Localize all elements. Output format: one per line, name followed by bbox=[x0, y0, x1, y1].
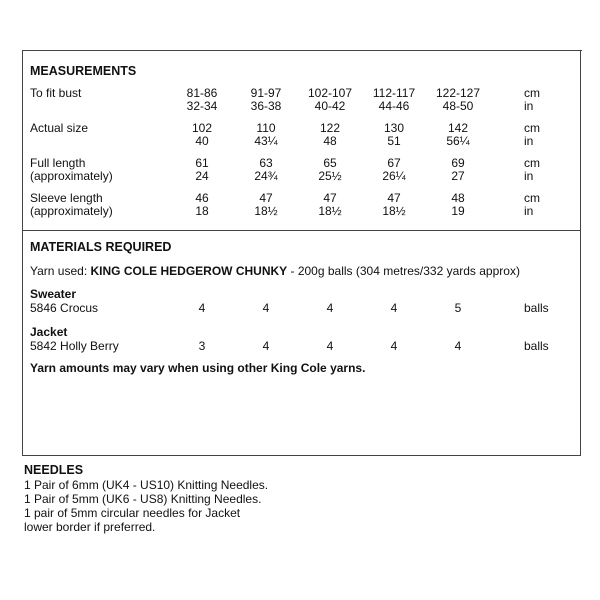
row-label: To fit bust bbox=[30, 86, 82, 100]
size-cell: 61 bbox=[195, 156, 209, 170]
yarn-prefix: Yarn used: bbox=[30, 264, 91, 278]
unit-in: in bbox=[524, 134, 534, 148]
size-cell: 27 bbox=[451, 169, 465, 183]
item-name: Sweater bbox=[30, 287, 77, 301]
unit-cm: cm bbox=[524, 121, 540, 135]
size-cell: 18½ bbox=[382, 204, 406, 218]
size-cell: 102 bbox=[191, 121, 213, 135]
size-cell: 51 bbox=[387, 134, 401, 148]
size-cell: 48 bbox=[451, 191, 465, 205]
row-label-sub: (approximately) bbox=[30, 169, 113, 183]
unit-cm: cm bbox=[524, 86, 540, 100]
size-cell: 67 bbox=[387, 156, 401, 170]
size-cell: 47 bbox=[387, 191, 401, 205]
section-divider bbox=[22, 230, 581, 231]
size-cell: 102-107 bbox=[307, 86, 353, 100]
needle-line: 1 Pair of 6mm (UK4 - US10) Knitting Needles. bbox=[24, 478, 269, 492]
frame-bottom-border bbox=[22, 455, 581, 456]
unit-balls: balls bbox=[524, 339, 549, 353]
ball-count: 3 bbox=[198, 339, 206, 353]
ball-count: 4 bbox=[390, 339, 398, 353]
ball-count: 4 bbox=[326, 301, 334, 315]
size-cell: 36-38 bbox=[250, 99, 282, 113]
ball-count: 4 bbox=[198, 301, 206, 315]
size-cell: 81-86 bbox=[186, 86, 218, 100]
row-label-sub: (approximately) bbox=[30, 204, 113, 218]
size-cell: 69 bbox=[451, 156, 465, 170]
size-cell: 44-46 bbox=[378, 99, 410, 113]
size-cell: 130 bbox=[383, 121, 405, 135]
yarn-suffix: - 200g balls (304 metres/332 yards approx) bbox=[287, 264, 520, 278]
ball-count: 4 bbox=[262, 301, 270, 315]
size-cell: 48 bbox=[323, 134, 337, 148]
size-cell: 91-97 bbox=[250, 86, 282, 100]
row-label: Actual size bbox=[30, 121, 89, 135]
size-cell: 32-34 bbox=[186, 99, 218, 113]
yarn-note: Yarn amounts may vary when using other King Cole yarns. bbox=[30, 361, 366, 375]
size-cell: 112-117 bbox=[372, 86, 416, 100]
size-cell: 24 bbox=[195, 169, 209, 183]
size-cell: 65 bbox=[323, 156, 337, 170]
size-cell: 26¼ bbox=[382, 169, 406, 183]
size-cell: 43¼ bbox=[254, 134, 278, 148]
unit-balls: balls bbox=[524, 301, 549, 315]
item-name: Jacket bbox=[30, 325, 68, 339]
unit-cm: cm bbox=[524, 191, 540, 205]
size-cell: 56¼ bbox=[446, 134, 470, 148]
size-cell: 48-50 bbox=[442, 99, 474, 113]
row-label: Sleeve length bbox=[30, 191, 103, 205]
size-cell: 47 bbox=[323, 191, 337, 205]
unit-in: in bbox=[524, 169, 534, 183]
frame-left-border bbox=[22, 50, 23, 456]
size-cell: 40 bbox=[195, 134, 209, 148]
size-cell: 46 bbox=[195, 191, 209, 205]
measurements-title: MEASUREMENTS bbox=[30, 64, 137, 78]
frame-right-border bbox=[580, 50, 581, 456]
size-cell: 18½ bbox=[318, 204, 342, 218]
ball-count: 4 bbox=[262, 339, 270, 353]
needle-line: 1 Pair of 5mm (UK6 - US8) Knitting Needles. bbox=[24, 492, 262, 506]
materials-title: MATERIALS REQUIRED bbox=[30, 240, 172, 254]
ball-count: 4 bbox=[454, 339, 462, 353]
size-cell: 40-42 bbox=[314, 99, 346, 113]
unit-in: in bbox=[524, 99, 534, 113]
needles-title: NEEDLES bbox=[24, 463, 84, 477]
size-cell: 24¾ bbox=[254, 169, 278, 183]
size-cell: 122-127 bbox=[435, 86, 481, 100]
ball-count: 4 bbox=[390, 301, 398, 315]
ball-count: 5 bbox=[454, 301, 462, 315]
unit-cm: cm bbox=[524, 156, 540, 170]
size-cell: 18 bbox=[195, 204, 209, 218]
needle-line: lower border if preferred. bbox=[24, 520, 156, 534]
size-cell: 142 bbox=[447, 121, 469, 135]
size-cell: 110 bbox=[256, 121, 276, 135]
unit-in: in bbox=[524, 204, 534, 218]
item-shade: 5842 Holly Berry bbox=[30, 339, 119, 353]
needle-line: 1 pair of 5mm circular needles for Jacket bbox=[24, 506, 241, 520]
size-cell: 122 bbox=[319, 121, 341, 135]
ball-count: 4 bbox=[326, 339, 334, 353]
size-cell: 18½ bbox=[254, 204, 278, 218]
size-cell: 63 bbox=[259, 156, 273, 170]
yarn-used-line bbox=[30, 264, 520, 278]
frame-top-border bbox=[22, 50, 582, 51]
item-shade: 5846 Crocus bbox=[30, 301, 99, 315]
yarn-name: KING COLE HEDGEROW CHUNKY bbox=[90, 264, 288, 278]
size-cell: 19 bbox=[451, 204, 465, 218]
row-label: Full length bbox=[30, 156, 86, 170]
size-cell: 25½ bbox=[318, 169, 342, 183]
size-cell: 47 bbox=[259, 191, 273, 205]
